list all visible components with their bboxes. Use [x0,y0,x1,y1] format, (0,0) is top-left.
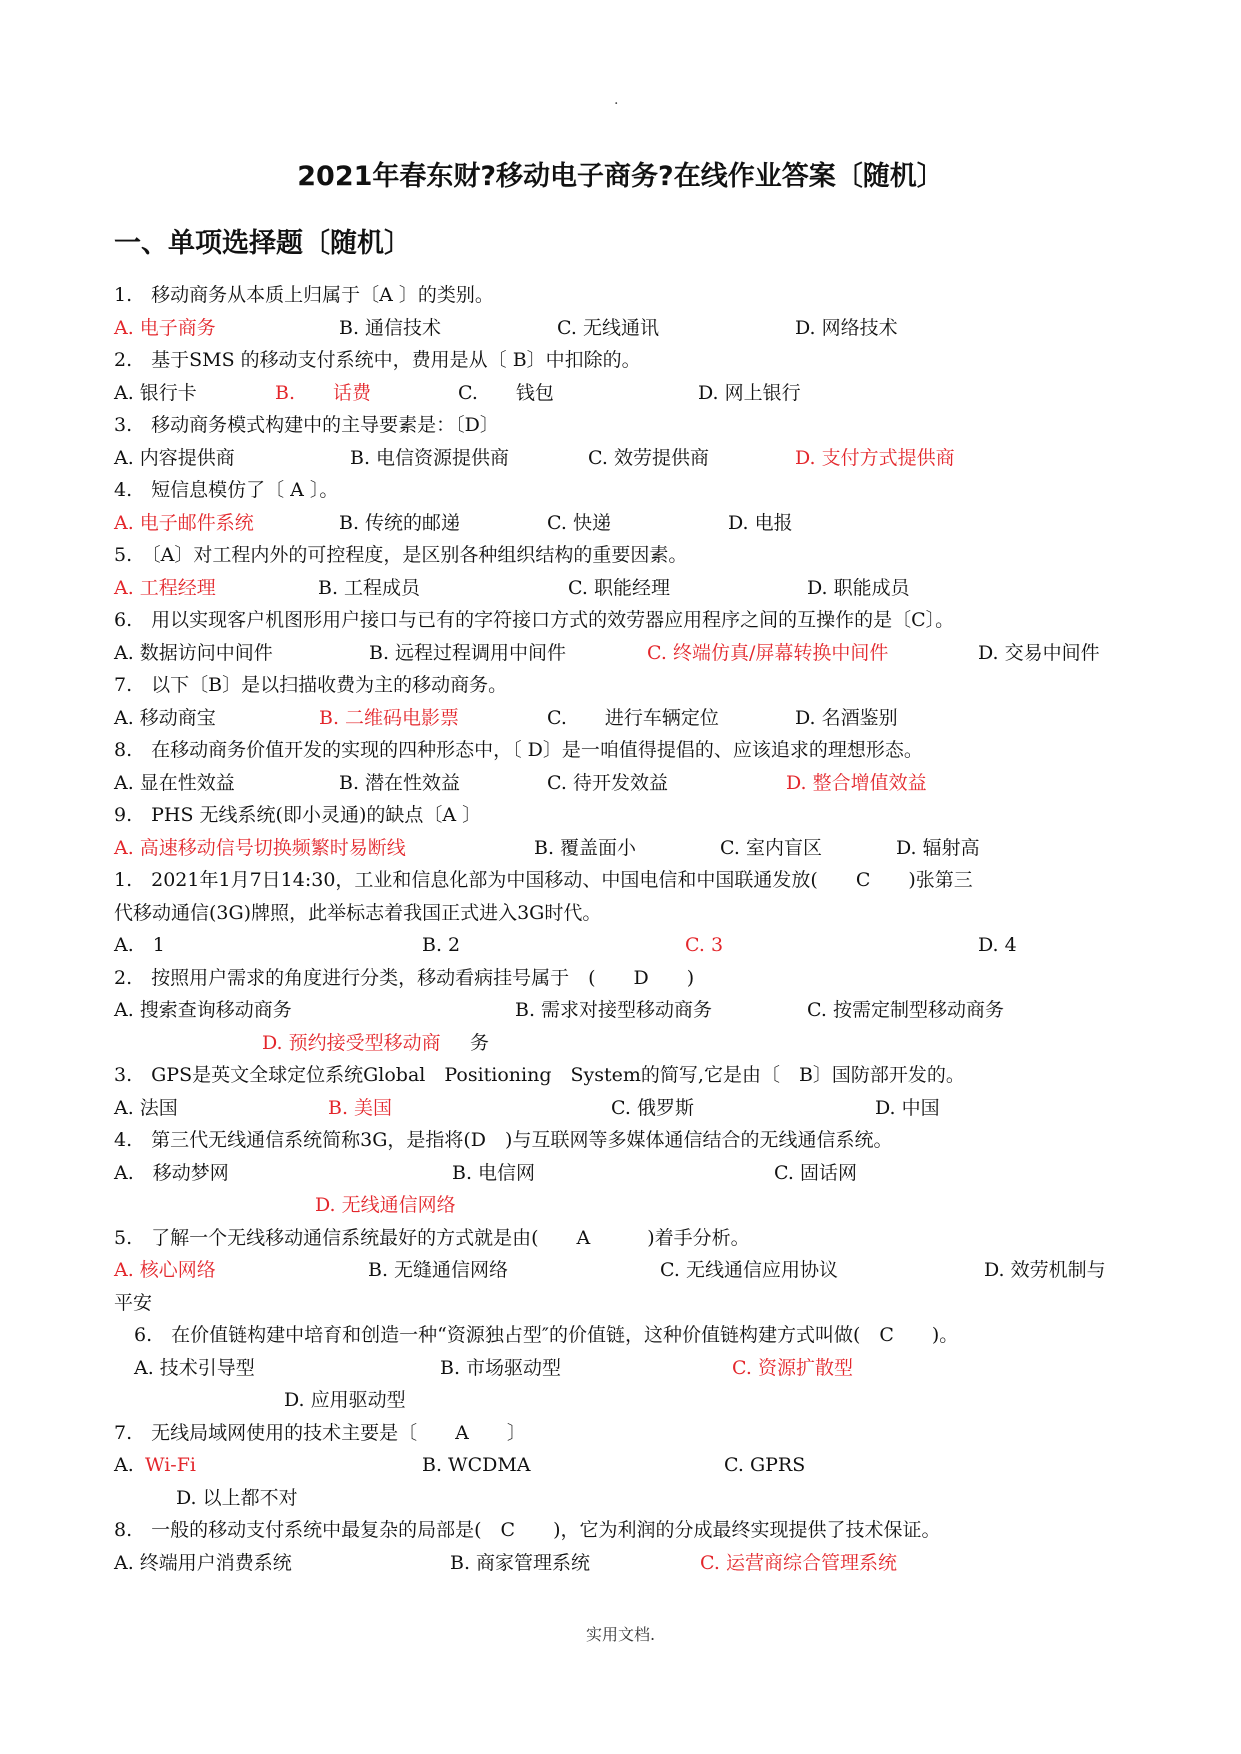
correct-answer-option: D. 整合增值效益 [786,771,927,794]
question-line [114,604,1134,637]
answer-option: A. 技术引导型 [134,1356,255,1379]
answer-option: D. 网上银行 [698,381,801,404]
answer-option: C. 快递 [547,511,611,534]
options-line [114,1547,1134,1580]
answer-option: A. 内容提供商 [114,446,235,469]
options-line [114,1449,1134,1482]
header-mark: . [614,92,619,108]
answer-option: C. 按需定制型移动商务 [807,999,1004,1021]
answer-option: B. 传统的邮递 [339,511,461,534]
answer-option: A. 1 [114,934,165,956]
answer-option: D. 辐射高 [896,836,980,859]
question-line [114,1222,1134,1255]
answer-option: B. 无缝通信网络 [368,1259,509,1281]
options-line [114,832,1134,865]
answer-option: C. 钱包 [458,381,554,404]
answer-option: A. 终端用户消费系统 [114,1551,292,1574]
question-line [114,474,1134,507]
question-line [114,1514,1134,1547]
question-text: 8. 一般的移动支付系统中最复杂的局部是( C )，它为利润的分成最终实现提供了技术保证。 [114,1519,941,1541]
options-line [114,572,1134,605]
question-line [114,1059,1134,1092]
question-text: 平安 [114,1291,153,1314]
answer-option: A. [114,1454,134,1476]
question-line [114,1124,1134,1157]
question-list [114,279,1134,1579]
answer-option: C. 俄罗斯 [611,1096,694,1119]
answer-option: D. 电报 [728,511,793,534]
correct-answer-option: A. 核心网络 [114,1259,216,1281]
answer-option: D. 应用驱动型 [284,1389,406,1411]
answer-option: D. 网络技术 [795,316,898,339]
question-line [114,279,1134,312]
answer-option: D. 效劳机制与 [984,1259,1106,1281]
question-text: 8. 在移动商务价值开发的实现的四种形态中，〔 D〕是一咱值得提倡的、应该追求的理想形态。 [114,739,923,761]
options-line [114,767,1134,800]
options-line [114,1482,1134,1515]
correct-answer-option: C. 资源扩散型 [732,1356,853,1379]
question-text: 2. 基于SMS 的移动支付系统中，费用是从〔 B〕中扣除的。 [114,349,641,371]
question-line [114,864,1134,897]
answer-option: A. 银行卡 [114,381,197,404]
options-line [114,1254,1134,1287]
answer-option: C. GPRS [724,1454,806,1476]
correct-answer-option: A. 电子邮件系统 [114,511,254,534]
question-line [114,344,1134,377]
question-line [114,409,1134,442]
options-line [114,702,1134,735]
answer-option: C. 效劳提供商 [588,446,709,469]
question-text: 9. PHS 无线系统(即小灵通)的缺点〔A 〕 [114,804,482,826]
options-line [114,312,1134,345]
page-footer: 实用文档. [585,1625,656,1644]
answer-option: D. 交易中间件 [978,641,1100,664]
question-line [114,734,1134,767]
answer-option: C. 无线通讯 [557,316,659,339]
answer-option: C. 固话网 [774,1161,857,1184]
question-line [114,1287,1134,1320]
correct-answer-option: D. 支付方式提供商 [795,446,955,469]
answer-option: C. 职能经理 [568,576,670,599]
options-line [114,1157,1134,1190]
answer-option: A. 显在性效益 [114,771,235,794]
document-title: 2021年春东财?移动电子商务?在线作业答案〔随机〕 [297,161,944,192]
answer-option: D. 名酒鉴别 [795,706,898,729]
answer-option: B. 远程过程调用中间件 [369,641,567,664]
options-line [114,637,1134,670]
question-text: 1. 移动商务从本质上归属于〔A 〕的类别。 [114,284,494,306]
answer-option: B. 商家管理系统 [450,1551,591,1574]
answer-option: B. 需求对接型移动商务 [515,999,713,1021]
question-line [114,1417,1134,1450]
answer-option: B. 电信资源提供商 [350,446,510,469]
question-text: 1. 2021年1月7日14:30，工业和信息化部为中国移动、中国电信和中国联通发放( C )张第三 [114,869,973,891]
question-line [114,669,1134,702]
question-text: 3. GPS是英文全球定位系统Global Positioning System的简写,它是由〔 B〕国防部开发的。 [114,1064,965,1086]
section-title: 一、单项选择题〔随机〕 [114,228,411,259]
correct-answer-option: D. 预约接受型移动商 [262,1031,441,1054]
answer-option: B. 潜在性效益 [339,771,461,794]
question-text: 7. 以下〔B〕是以扫描收费为主的移动商务。 [114,674,508,696]
options-line [114,1352,1134,1385]
question-line [114,897,1134,930]
options-line [114,994,1134,1027]
correct-answer-option: A. 工程经理 [114,576,216,599]
options-line [114,377,1134,410]
answer-option: B. 通信技术 [339,316,442,339]
options-line [114,1092,1134,1125]
question-text: 3. 移动商务模式构建中的主导要素是：〔D〕 [114,414,499,436]
question-text: 6. 用以实现客户机图形用户接口与已有的字符接口方式的效劳器应用程序之间的互操作的是〔C〕。 [114,609,955,631]
question-text: 2. 按照用户需求的角度进行分类，移动看病挂号属于 ( D ) [114,966,695,989]
correct-answer-option: C. 3 [685,934,724,956]
answer-option: A. 移动商宝 [114,706,216,729]
answer-option: C. 无线通信应用协议 [660,1259,838,1281]
answer-option: B. 市场驱动型 [440,1356,562,1379]
question-text: 4. 第三代无线通信系统简称3G，是指将(D )与互联网等多媒体通信结合的无线通信系统。 [114,1129,893,1151]
answer-option: B. 电信网 [452,1161,536,1184]
answer-option: B. WCDMA [422,1454,531,1476]
question-text: 6. 在价值链构建中培育和创造一种“资源独占型″的价值链，这种价值链构建方式叫做( C )。 [134,1324,959,1346]
options-line [114,1027,1134,1060]
question-line [114,539,1134,572]
question-text: 5. 了解一个无线移动通信系统最好的方式就是由( A )着手分析。 [114,1226,750,1249]
question-text: 代移动通信(3G)牌照，此举标志着我国正式进入3G时代。 [114,901,602,924]
correct-answer-option: A. 电子商务 [114,316,216,339]
question-line [114,799,1134,832]
correct-answer-option: A. 高速移动信号切换频繁时易断线 [114,836,406,859]
answer-option: D. 以上都不对 [176,1486,298,1509]
question-text: 7. 无线局域网使用的技术主要是〔 A 〕 [114,1421,526,1444]
correct-answer-option: Wi-Fi [145,1454,196,1476]
question-text: 5. 〔A〕对工程内外的可控程度，是区别各种组织结构的重要因素。 [114,544,688,566]
correct-answer-option: B. 话费 [275,381,372,404]
answer-option: D. 4 [978,934,1017,956]
correct-answer-option: B. 美国 [328,1096,393,1119]
question-text: 4. 短信息模仿了〔 A 〕。 [114,479,339,501]
question-line [114,1319,1134,1352]
options-line [114,442,1134,475]
answer-option: C. 待开发效益 [547,771,668,794]
answer-option: B. 覆盖面小 [534,836,637,859]
question-line [114,962,1134,995]
answer-option: B. 工程成员 [318,576,421,599]
correct-answer-option: B. 二维码电影票 [319,706,460,729]
options-line [114,929,1134,962]
options-line [114,507,1134,540]
answer-option: A. 法国 [114,1096,178,1119]
answer-option: 务 [470,1031,490,1054]
correct-answer-option: D. 无线通信网络 [315,1194,456,1216]
answer-option: C. 室内盲区 [720,836,822,859]
answer-option: D. 职能成员 [807,576,910,599]
correct-answer-option: C. 终端仿真/屏幕转换中间件 [647,641,889,664]
correct-answer-option: C. 运营商综合管理系统 [700,1551,897,1574]
answer-option: B. 2 [422,934,461,956]
options-line [114,1384,1134,1417]
answer-option: D. 中国 [875,1096,940,1119]
answer-option: C. 进行车辆定位 [547,706,719,729]
answer-option: A. 移动梦网 [114,1161,229,1184]
answer-option: A. 数据访问中间件 [114,641,273,664]
answer-option: A. 搜索查询移动商务 [114,999,292,1021]
options-line [114,1189,1134,1222]
